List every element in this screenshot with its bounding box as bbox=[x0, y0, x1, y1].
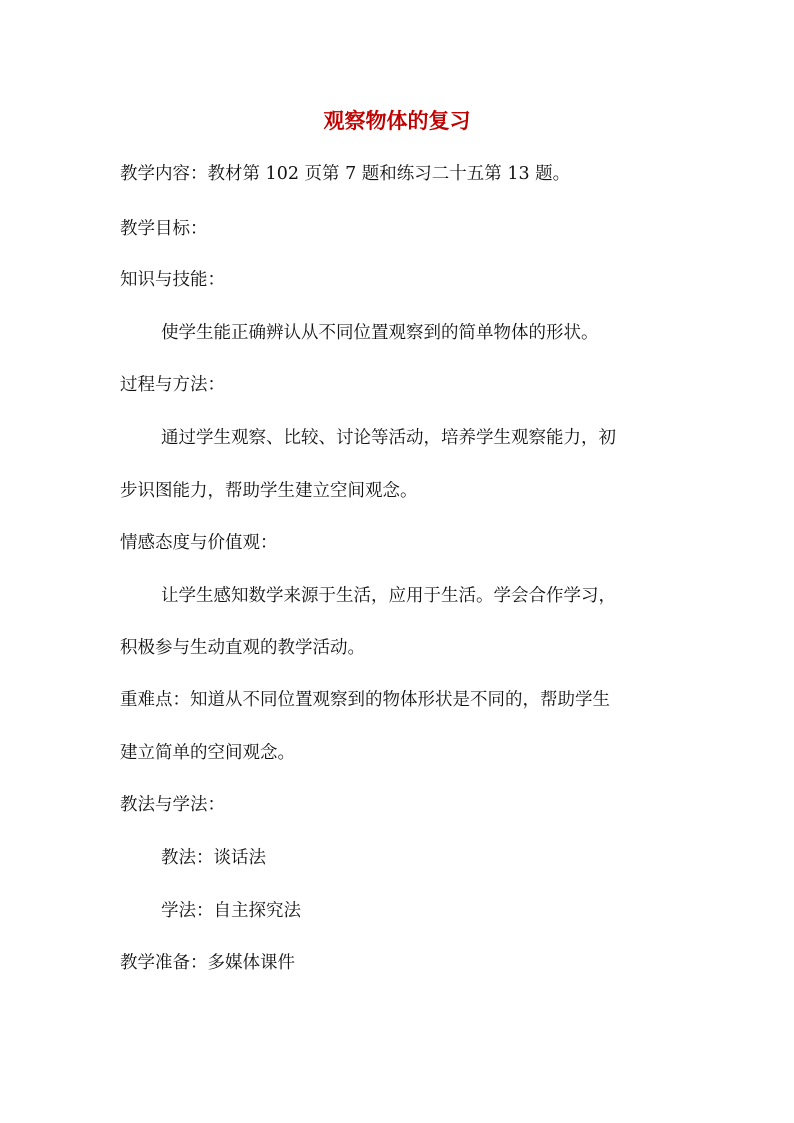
teaching-learning-methods-heading: 教法与学法： bbox=[120, 795, 225, 815]
teaching-preparation-line: 教学准备：多媒体课件 bbox=[120, 953, 295, 973]
process-method-text-line-2: 步识图能力，帮助学生建立空间观念。 bbox=[120, 481, 418, 501]
document-title: 观察物体的复习 bbox=[323, 108, 471, 133]
attitude-values-text-line-1: 让学生感知数学来源于生活，应用于生活。学会合作学习， bbox=[161, 586, 616, 606]
teaching-goals-heading: 教学目标： bbox=[120, 219, 208, 239]
key-points-line-1: 重难点：知道从不同位置观察到的物体形状是不同的，帮助学生 bbox=[120, 690, 610, 710]
teaching-method-line: 教法：谈话法 bbox=[161, 848, 266, 868]
attitude-values-text-line-2: 积极参与生动直观的教学活动。 bbox=[120, 638, 365, 658]
knowledge-skills-heading: 知识与技能： bbox=[120, 270, 225, 290]
process-method-heading: 过程与方法： bbox=[120, 375, 225, 395]
teaching-content-line: 教学内容：教材第 102 页第 7 题和练习二十五第 13 题。 bbox=[120, 164, 571, 184]
learning-method-line: 学法：自主探究法 bbox=[161, 901, 301, 921]
knowledge-skills-text: 使学生能正确辨认从不同位置观察到的简单物体的形状。 bbox=[161, 323, 599, 343]
attitude-values-heading: 情感态度与价值观： bbox=[120, 533, 278, 553]
process-method-text-line-1: 通过学生观察、比较、讨论等活动，培养学生观察能力，初 bbox=[161, 428, 616, 448]
key-points-line-2: 建立简单的空间观念。 bbox=[120, 743, 295, 763]
